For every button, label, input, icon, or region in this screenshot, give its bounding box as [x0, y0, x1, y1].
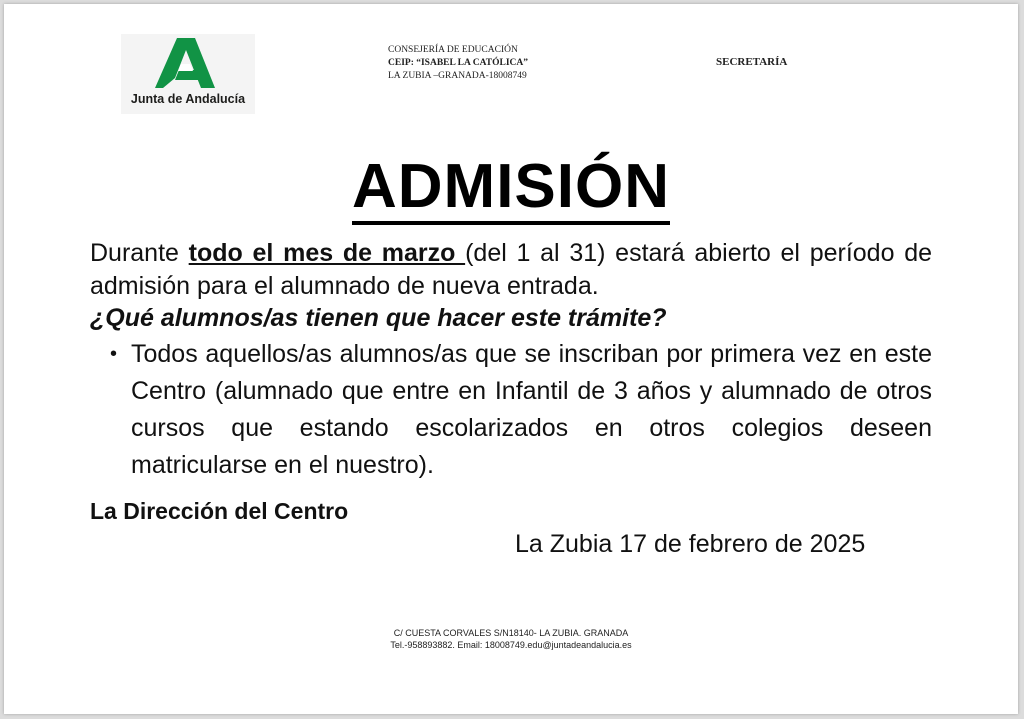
- bullet-list-item: [90, 336, 932, 484]
- header-line-1: CONSEJERÍA DE EDUCACIÓN: [388, 45, 518, 55]
- department-label: SECRETARÍA: [716, 56, 788, 68]
- question-heading: ¿Qué alumnos/as tienen que hacer este trámite?: [90, 304, 667, 332]
- bullet-icon: •: [110, 343, 118, 365]
- intro-before: Durante: [90, 239, 189, 267]
- date-line: La Zubia 17 de febrero de 2025: [515, 530, 866, 558]
- title-text: ADMISIÓN: [352, 152, 670, 225]
- header-line-2: CEIP: “ISABEL LA CATÓLICA”: [388, 58, 528, 68]
- page-title: [4, 152, 1018, 222]
- school-header: [388, 44, 528, 83]
- intro-paragraph: [90, 237, 932, 303]
- footer: [4, 627, 1018, 651]
- document-page: [4, 4, 1018, 714]
- junta-de-andalucia-logo: [121, 34, 255, 114]
- logo-text: Junta de Andalucía: [130, 92, 246, 106]
- signature: La Dirección del Centro: [90, 498, 349, 524]
- bullet-text: Todos aquellos/as alumnos/as que se inscriban por primera vez en este Centro (alumnado que entre en Infantil de 3 años y alumnado de otros cursos que estando escolarizados en otros colegios deseen matricularse en el nuestro).: [131, 340, 932, 479]
- intro-highlight: todo el mes de marzo: [188, 239, 466, 267]
- intro-after: (del 1 al 31) estará abierto el período de admisión para el alumnado de nueva entrada.: [90, 239, 933, 300]
- footer-contact: Tel.-958893882. Email: 18008749.edu@juntadeandalucia.es: [390, 640, 632, 650]
- header-line-3: LA ZUBIA –GRANADA-18008749: [388, 71, 527, 81]
- andalucia-a-icon: [155, 38, 221, 92]
- footer-address: C/ CUESTA CORVALES S/N18140- LA ZUBIA. GRANADA: [393, 628, 629, 638]
